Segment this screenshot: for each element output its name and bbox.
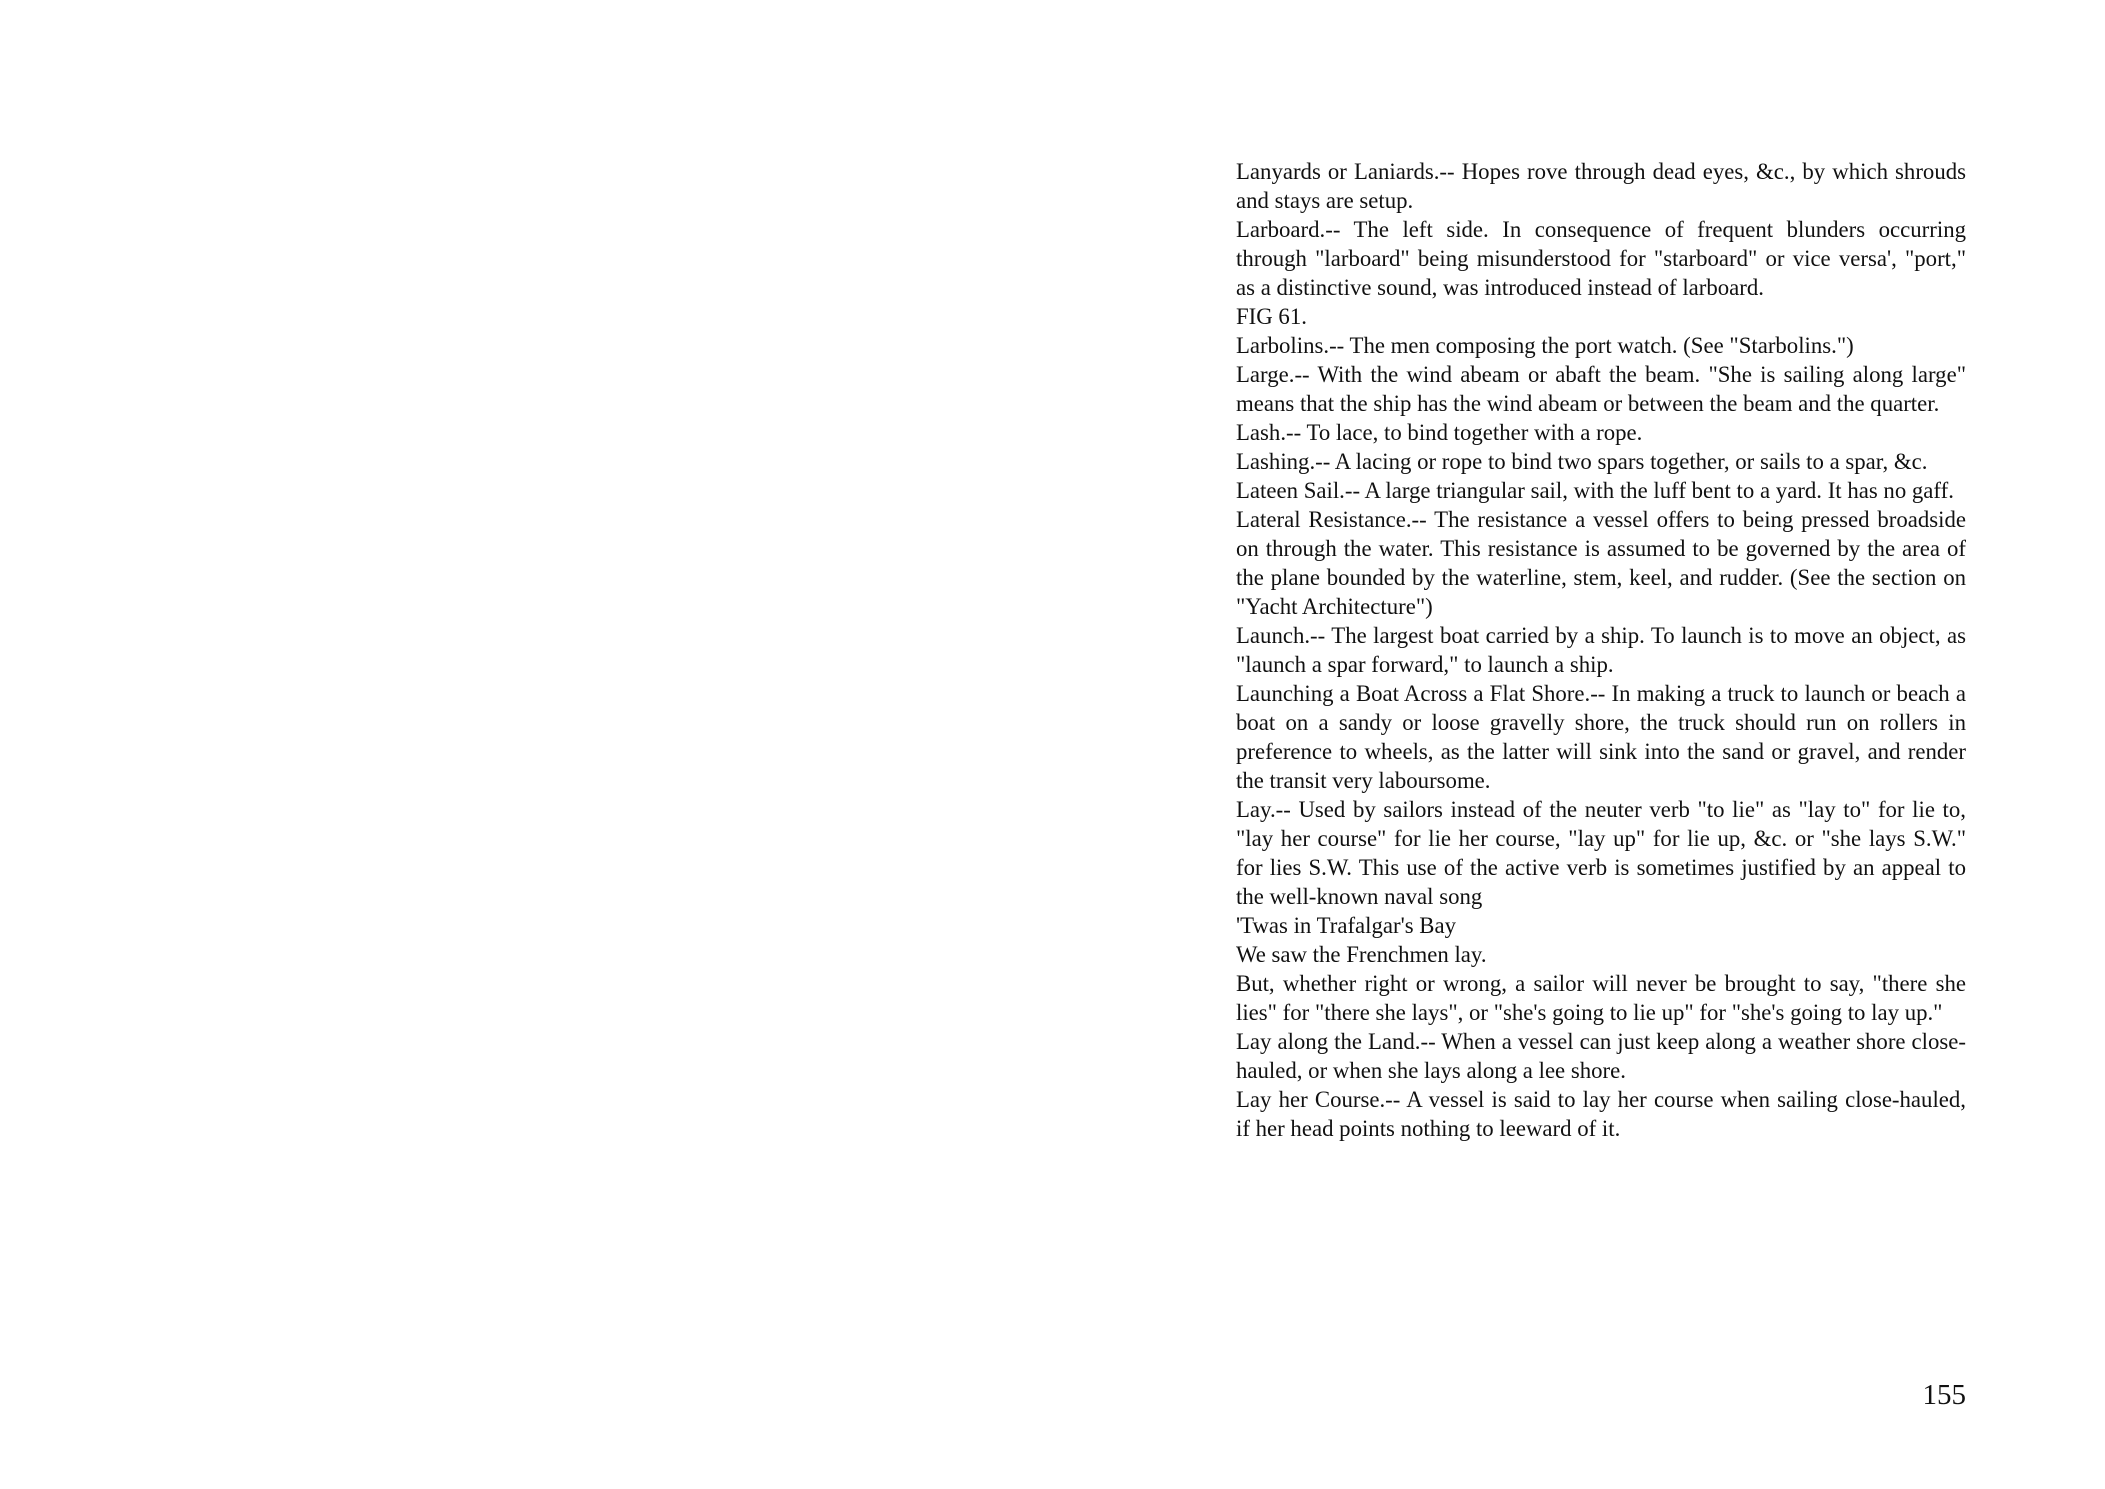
- glossary-entry-large: Large.-- With the wind abeam or abaft the beam. "She is sailing along large" means that the ship has the wind abeam or between the beam and the quarter.: [1236, 362, 1966, 416]
- page-number: 155: [1922, 1379, 1966, 1411]
- glossary-entry-lay-her-course: Lay her Course.-- A vessel is said to lay her course when sailing close-hauled, if her head points nothing to leeward of it.: [1236, 1087, 1966, 1141]
- glossary-entry-lay-continued: But, whether right or wrong, a sailor will never be brought to say, "there she lies" for "there she lays", or "she's going to lie up" for "she's going to lay up.": [1236, 971, 1966, 1025]
- glossary-entry-larboard: Larboard.-- The left side. In consequence of frequent blunders occurring through "larboard" being misunderstood for "starboard" or vice versa', "port," as a distinctive sound, was introduced instead of larboard.: [1236, 217, 1966, 300]
- figure-reference: FIG 61.: [1236, 304, 1307, 329]
- glossary-text-column: [1236, 157, 1966, 1143]
- glossary-entry-lashing: Lashing.-- A lacing or rope to bind two spars together, or sails to a spar, &c.: [1236, 449, 1928, 474]
- glossary-entry-lay-along-the-land: Lay along the Land.-- When a vessel can just keep along a weather shore close-hauled, or when she lays along a lee shore.: [1236, 1029, 1966, 1083]
- glossary-entry-lanyards: Lanyards or Laniards.-- Hopes rove through dead eyes, &c., by which shrouds and stays are setup.: [1236, 159, 1966, 213]
- glossary-entry-launching-boat: Launching a Boat Across a Flat Shore.-- In making a truck to launch or beach a boat on a sandy or loose gravelly shore, the truck should run on rollers in preference to wheels, as the latter will sink into the sand or gravel, and render the transit very laboursome.: [1236, 681, 1966, 793]
- glossary-entry-lay: Lay.-- Used by sailors instead of the neuter verb "to lie" as "lay to" for lie to, "lay her course" for lie her course, "lay up" for lie up, &c. or "she lays S.W." for lies S.W. This use of the active verb is sometimes justified by an appeal to the well-known naval song: [1236, 797, 1966, 909]
- glossary-entry-lash: Lash.-- To lace, to bind together with a rope.: [1236, 420, 1643, 445]
- glossary-entry-lateral-resistance: Lateral Resistance.-- The resistance a vessel offers to being pressed broadside on through the water. This resistance is assumed to be governed by the area of the plane bounded by the waterline, stem, keel, and rudder. (See the section on "Yacht Architecture"): [1236, 507, 1966, 619]
- glossary-entry-launch: Launch.-- The largest boat carried by a ship. To launch is to move an object, as "launch a spar forward," to launch a ship.: [1236, 623, 1966, 677]
- song-line-2: We saw the Frenchmen lay.: [1236, 942, 1487, 967]
- glossary-entry-lateen-sail: Lateen Sail.-- A large triangular sail, with the luff bent to a yard. It has no gaff.: [1236, 478, 1954, 503]
- song-line-1: 'Twas in Trafalgar's Bay: [1236, 913, 1456, 938]
- glossary-entry-larbolins: Larbolins.-- The men composing the port watch. (See "Starbolins."): [1236, 333, 1854, 358]
